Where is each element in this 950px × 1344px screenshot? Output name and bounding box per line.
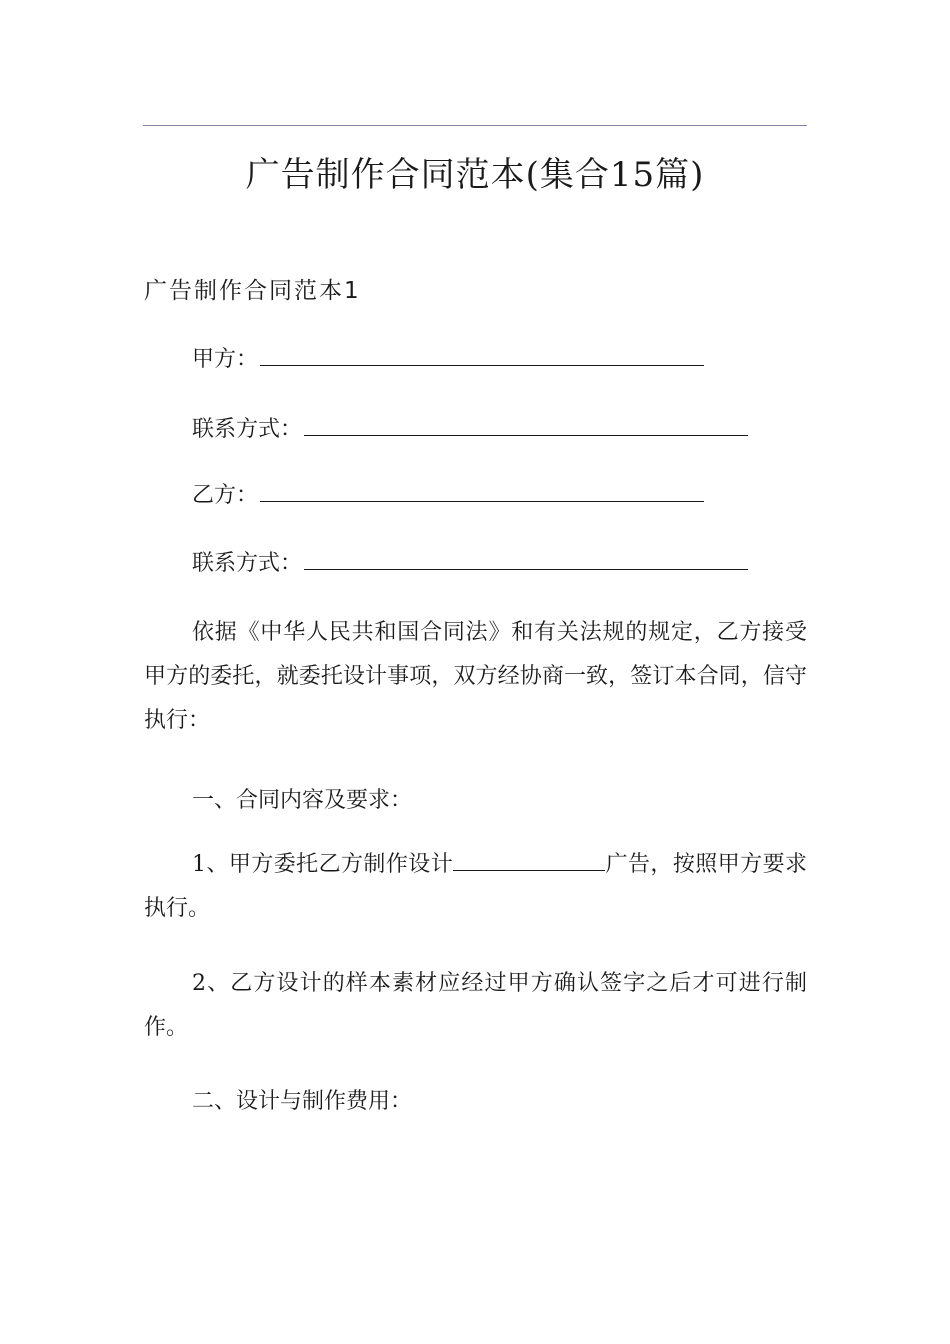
section-two-heading: 二、设计与制作费用：	[192, 1089, 413, 1114]
party-a-label: 甲方：	[192, 347, 259, 372]
party-b-label: 乙方：	[192, 483, 259, 508]
header-rule	[143, 125, 807, 126]
item-two-paragraph: 2、乙方设计的样本素材应经过甲方确认签字之后才可进行制作。	[144, 971, 807, 1040]
item-one-blank	[453, 850, 605, 871]
section-one-heading: 一、合同内容及要求：	[192, 788, 413, 813]
contact-a-blank	[304, 415, 748, 436]
party-a-field	[192, 344, 704, 376]
intro-paragraph: 依据《中华人民共和国合同法》和有关法规的规定，乙方接受甲方的委托，就委托设计事项，双方经协商一致，签订本合同，信守执行：	[144, 620, 807, 733]
section-heading: 广告制作合同范本1	[144, 278, 361, 304]
contact-b-label: 联系方式：	[192, 551, 303, 576]
contact-a-label: 联系方式：	[192, 417, 303, 442]
item-one-paragraph	[144, 843, 807, 931]
party-b-blank	[260, 481, 704, 502]
item-one-text-after: 广告，按照甲方要求执行。	[144, 852, 807, 921]
party-a-blank	[260, 345, 704, 366]
document-title: 广告制作合同范本(集合15篇)	[245, 155, 705, 195]
item-one-text-before: 1、甲方委托乙方制作设计	[192, 852, 454, 877]
contact-b-field	[192, 548, 748, 580]
contact-b-blank	[304, 549, 748, 570]
contact-a-field	[192, 414, 748, 446]
party-b-field	[192, 480, 704, 512]
